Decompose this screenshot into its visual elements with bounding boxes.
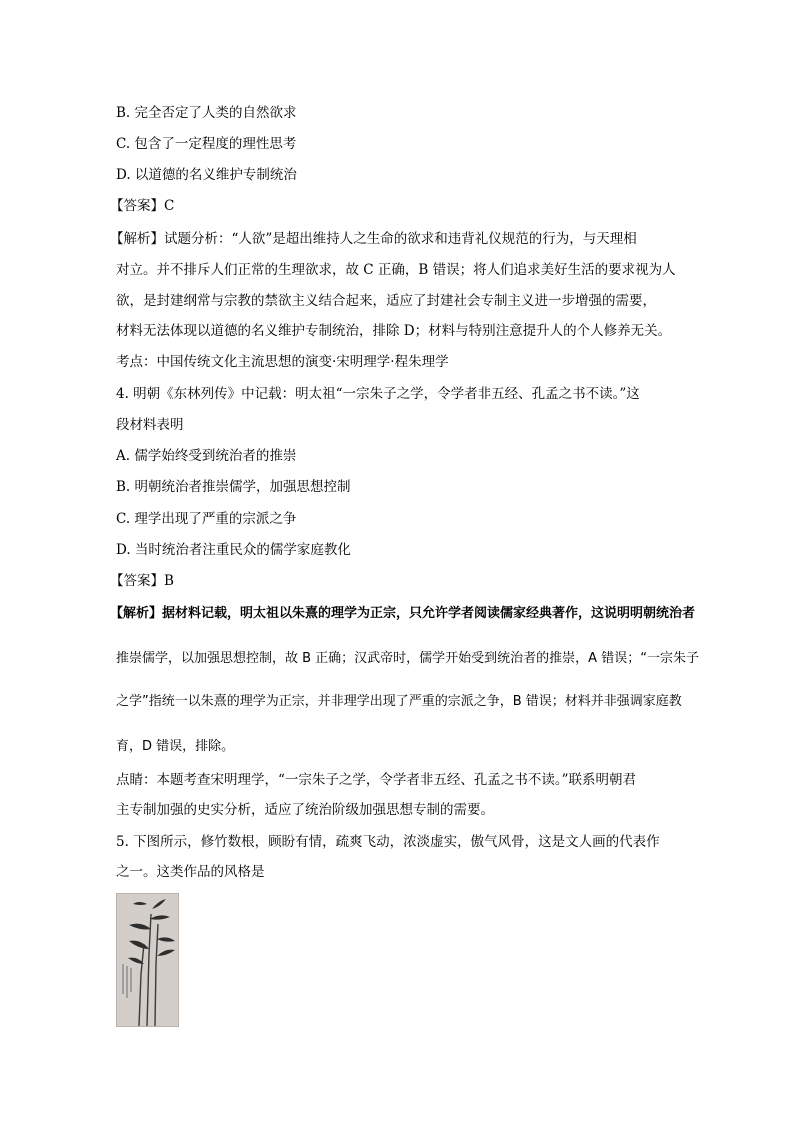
q4-dianjing-line-2: 主专制加强的史实分析，适应了统治阶级加强思想专制的需要。 [116,802,494,818]
q4-stem-line-2: 段材料表明 [116,417,184,433]
q3-analysis-line-2: 对立。并不排斥人们正常的生理欲求，故 C 正确，B 错误；将人们追求美好生活的要求视为人 [116,262,676,278]
q4-analysis-line-2: 推崇儒学，以加强思想控制，故 B 正确；汉武帝时，儒学开始受到统治者的推崇，A 错误；“一宗朱子 [116,651,699,666]
q4-option-c: C. 理学出现了严重的宗派之争 [116,511,297,527]
q3-analysis-line-4: 材料无法体现以道德的名义维护专制统治，排除 D；材料与特别注意提升人的个人修养无关。 [116,323,672,339]
q3-kaodian: 考点：中国传统文化主流思想的演变·宋明理学·程朱理学 [116,354,449,370]
q4-option-d: D. 当时统治者注重民众的儒学家庭教化 [116,542,351,558]
q4-analysis-line-3: 之学”指统一以朱熹的理学为正宗，并非理学出现了严重的宗派之争，B 错误；材料并非强调家庭教 [116,694,682,709]
q4-option-a: A. 儒学始终受到统治者的推崇 [116,448,297,464]
q3-option-d: D. 以道德的名义维护专制统治 [116,167,297,183]
q4-analysis-line-1: 【解析】据材料记载，明太祖以朱熹的理学为正宗，只允许学者阅读儒家经典著作，这说明明朝统治者 [110,606,696,621]
q3-option-c: C. 包含了一定程度的理性思考 [116,136,297,152]
q4-option-b: B. 明朝统治者推崇儒学，加强思想控制 [116,479,351,495]
q4-analysis-line-4: 育，D 错误，排除。 [116,739,235,754]
q4-dianjing-line-1: 点睛：本题考查宋明理学，“一宗朱子之学，令学者非五经、孔孟之书不读。”联系明朝君 [116,772,637,788]
q5-stem-line-1: 5. 下图所示，修竹数根，顾盼有情，疏爽飞动，浓淡虚实，傲气风骨，这是文人画的代表作 [116,834,660,850]
q4-stem-line-1: 4. 明朝《东林列传》中记载：明太祖“一宗朱子之学，令学者非五经、孔孟之书不读。”这 [116,386,640,402]
q3-analysis-line-1: 【解析】试题分析：“人欲”是超出维持人之生命的欲求和违背礼仪规范的行为，与天理相 [110,231,637,247]
bamboo-painting-drawing [117,894,178,1026]
q3-analysis-line-3: 欲，是封建纲常与宗教的禁欲主义结合起来，适应了封建社会专制主义进一步增强的需要， [116,293,656,309]
q5-stem-line-2: 之一。这类作品的风格是 [116,864,265,880]
q3-option-b: B. 完全否定了人类的自然欲求 [116,105,297,121]
q3-answer: 【答案】C [110,198,175,214]
q4-answer: 【答案】B [110,573,174,589]
bamboo-painting [116,893,179,1027]
